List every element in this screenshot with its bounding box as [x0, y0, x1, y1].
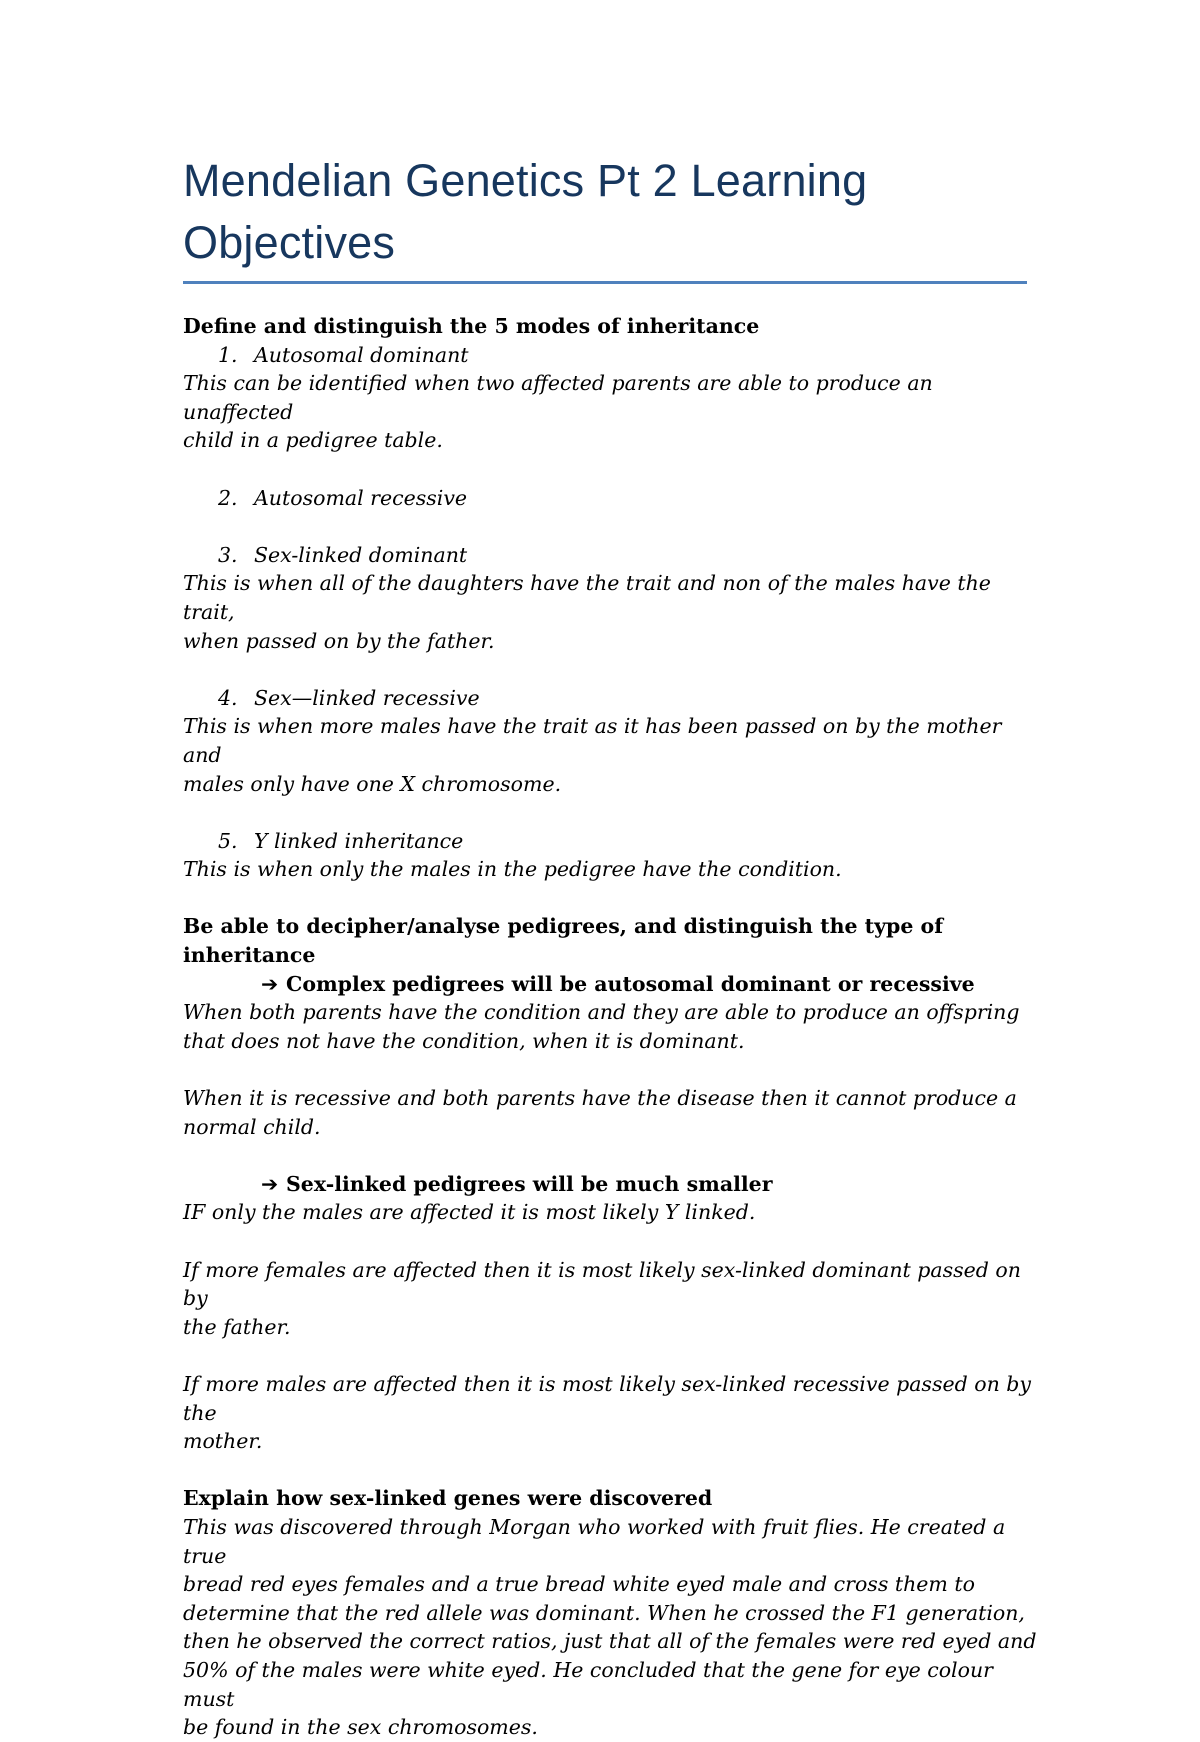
- paragraph-line: that does not have the condition, when it is dominant.: [183, 1028, 745, 1053]
- mode-label: Autosomal recessive: [254, 485, 468, 510]
- paragraph-line: bread red eyes females and a true bread white eyed male and cross them to: [183, 1572, 975, 1597]
- arrow-bullet-icon: ➔: [261, 971, 279, 996]
- paragraph-line: When both parents have the condition and they are able to produce an offspring: [183, 1000, 1020, 1025]
- mode-description: when passed on by the father.: [183, 628, 495, 653]
- paragraph-line: mother.: [183, 1429, 263, 1454]
- paragraph-line: determine that the red allele was dominant. When he crossed the F1 generation,: [183, 1600, 1025, 1625]
- paragraph-line: If more males are affected then it is most likely sex-linked recessive passed on by the: [183, 1371, 1032, 1425]
- list-number: 4.: [218, 685, 238, 710]
- paragraph-line: then he observed the correct ratios, just that all of the females were red eyed and: [183, 1629, 1037, 1654]
- list-number: 1.: [218, 342, 238, 367]
- paragraph-line: If more females are affected then it is most likely sex-linked dominant passed on by: [183, 1257, 1021, 1311]
- section-heading-discovery: Explain how sex-linked genes were discovered: [183, 1486, 713, 1511]
- paragraph-line: 50% of the males were white eyed. He concluded that the gene for eye colour must: [183, 1657, 993, 1711]
- section-heading-pedigrees-cont: inheritance: [183, 943, 316, 968]
- bullet-label: Sex-linked pedigrees will be much smaller: [286, 1171, 773, 1196]
- list-number: 2.: [218, 485, 238, 510]
- paragraph-line: normal child.: [183, 1114, 321, 1139]
- document-body: [183, 312, 1043, 1742]
- mode-description: males only have one X chromosome.: [183, 771, 562, 796]
- arrow-bullet-icon: ➔: [261, 1171, 279, 1196]
- title-underline: [183, 281, 1027, 284]
- mode-label: Sex—linked recessive: [254, 685, 480, 710]
- bullet-complex-pedigrees: [183, 970, 1043, 999]
- mode-item-1: [183, 341, 1043, 370]
- mode-label: Autosomal dominant: [254, 342, 469, 367]
- mode-label: Y linked inheritance: [254, 828, 464, 853]
- mode-item-4: [183, 684, 1043, 713]
- paragraph-line: the father.: [183, 1314, 291, 1339]
- mode-description: This is when all of the daughters have the trait and non of the males have the trait,: [183, 571, 991, 624]
- mode-description: This is when more males have the trait as it has been passed on by the mother and: [183, 714, 1002, 767]
- paragraph-line: This was discovered through Morgan who worked with fruit flies. He created a true: [183, 1514, 1006, 1568]
- mode-item-5: [183, 827, 1043, 856]
- mode-item-2: [183, 484, 1043, 513]
- mode-description: This is when only the males in the pedigree have the condition.: [183, 857, 842, 882]
- paragraph-line: When it is recessive and both parents have the disease then it cannot produce a: [183, 1086, 1017, 1111]
- paragraph-line: be found in the sex chromosomes.: [183, 1715, 538, 1740]
- mode-label: Sex-linked dominant: [254, 542, 468, 567]
- list-number: 5.: [218, 828, 238, 853]
- mode-description: child in a pedigree table.: [183, 428, 443, 453]
- title-block: [183, 150, 1027, 274]
- bullet-label: Complex pedigrees will be autosomal dominant or recessive: [286, 971, 975, 996]
- list-number: 3.: [218, 542, 238, 567]
- bullet-sex-linked-pedigrees: [183, 1170, 1043, 1199]
- page-title: Mendelian Genetics Pt 2 Learning Objectives: [183, 155, 868, 268]
- paragraph-line: IF only the males are affected it is most likely Y linked.: [183, 1200, 756, 1225]
- section-heading-modes: Define and distinguish the 5 modes of inheritance: [183, 314, 760, 338]
- section-heading-pedigrees: Be able to decipher/analyse pedigrees, and distinguish the type of: [183, 914, 944, 939]
- mode-item-3: [183, 541, 1043, 570]
- mode-description: This can be identified when two affected parents are able to produce an unaffected: [183, 371, 933, 424]
